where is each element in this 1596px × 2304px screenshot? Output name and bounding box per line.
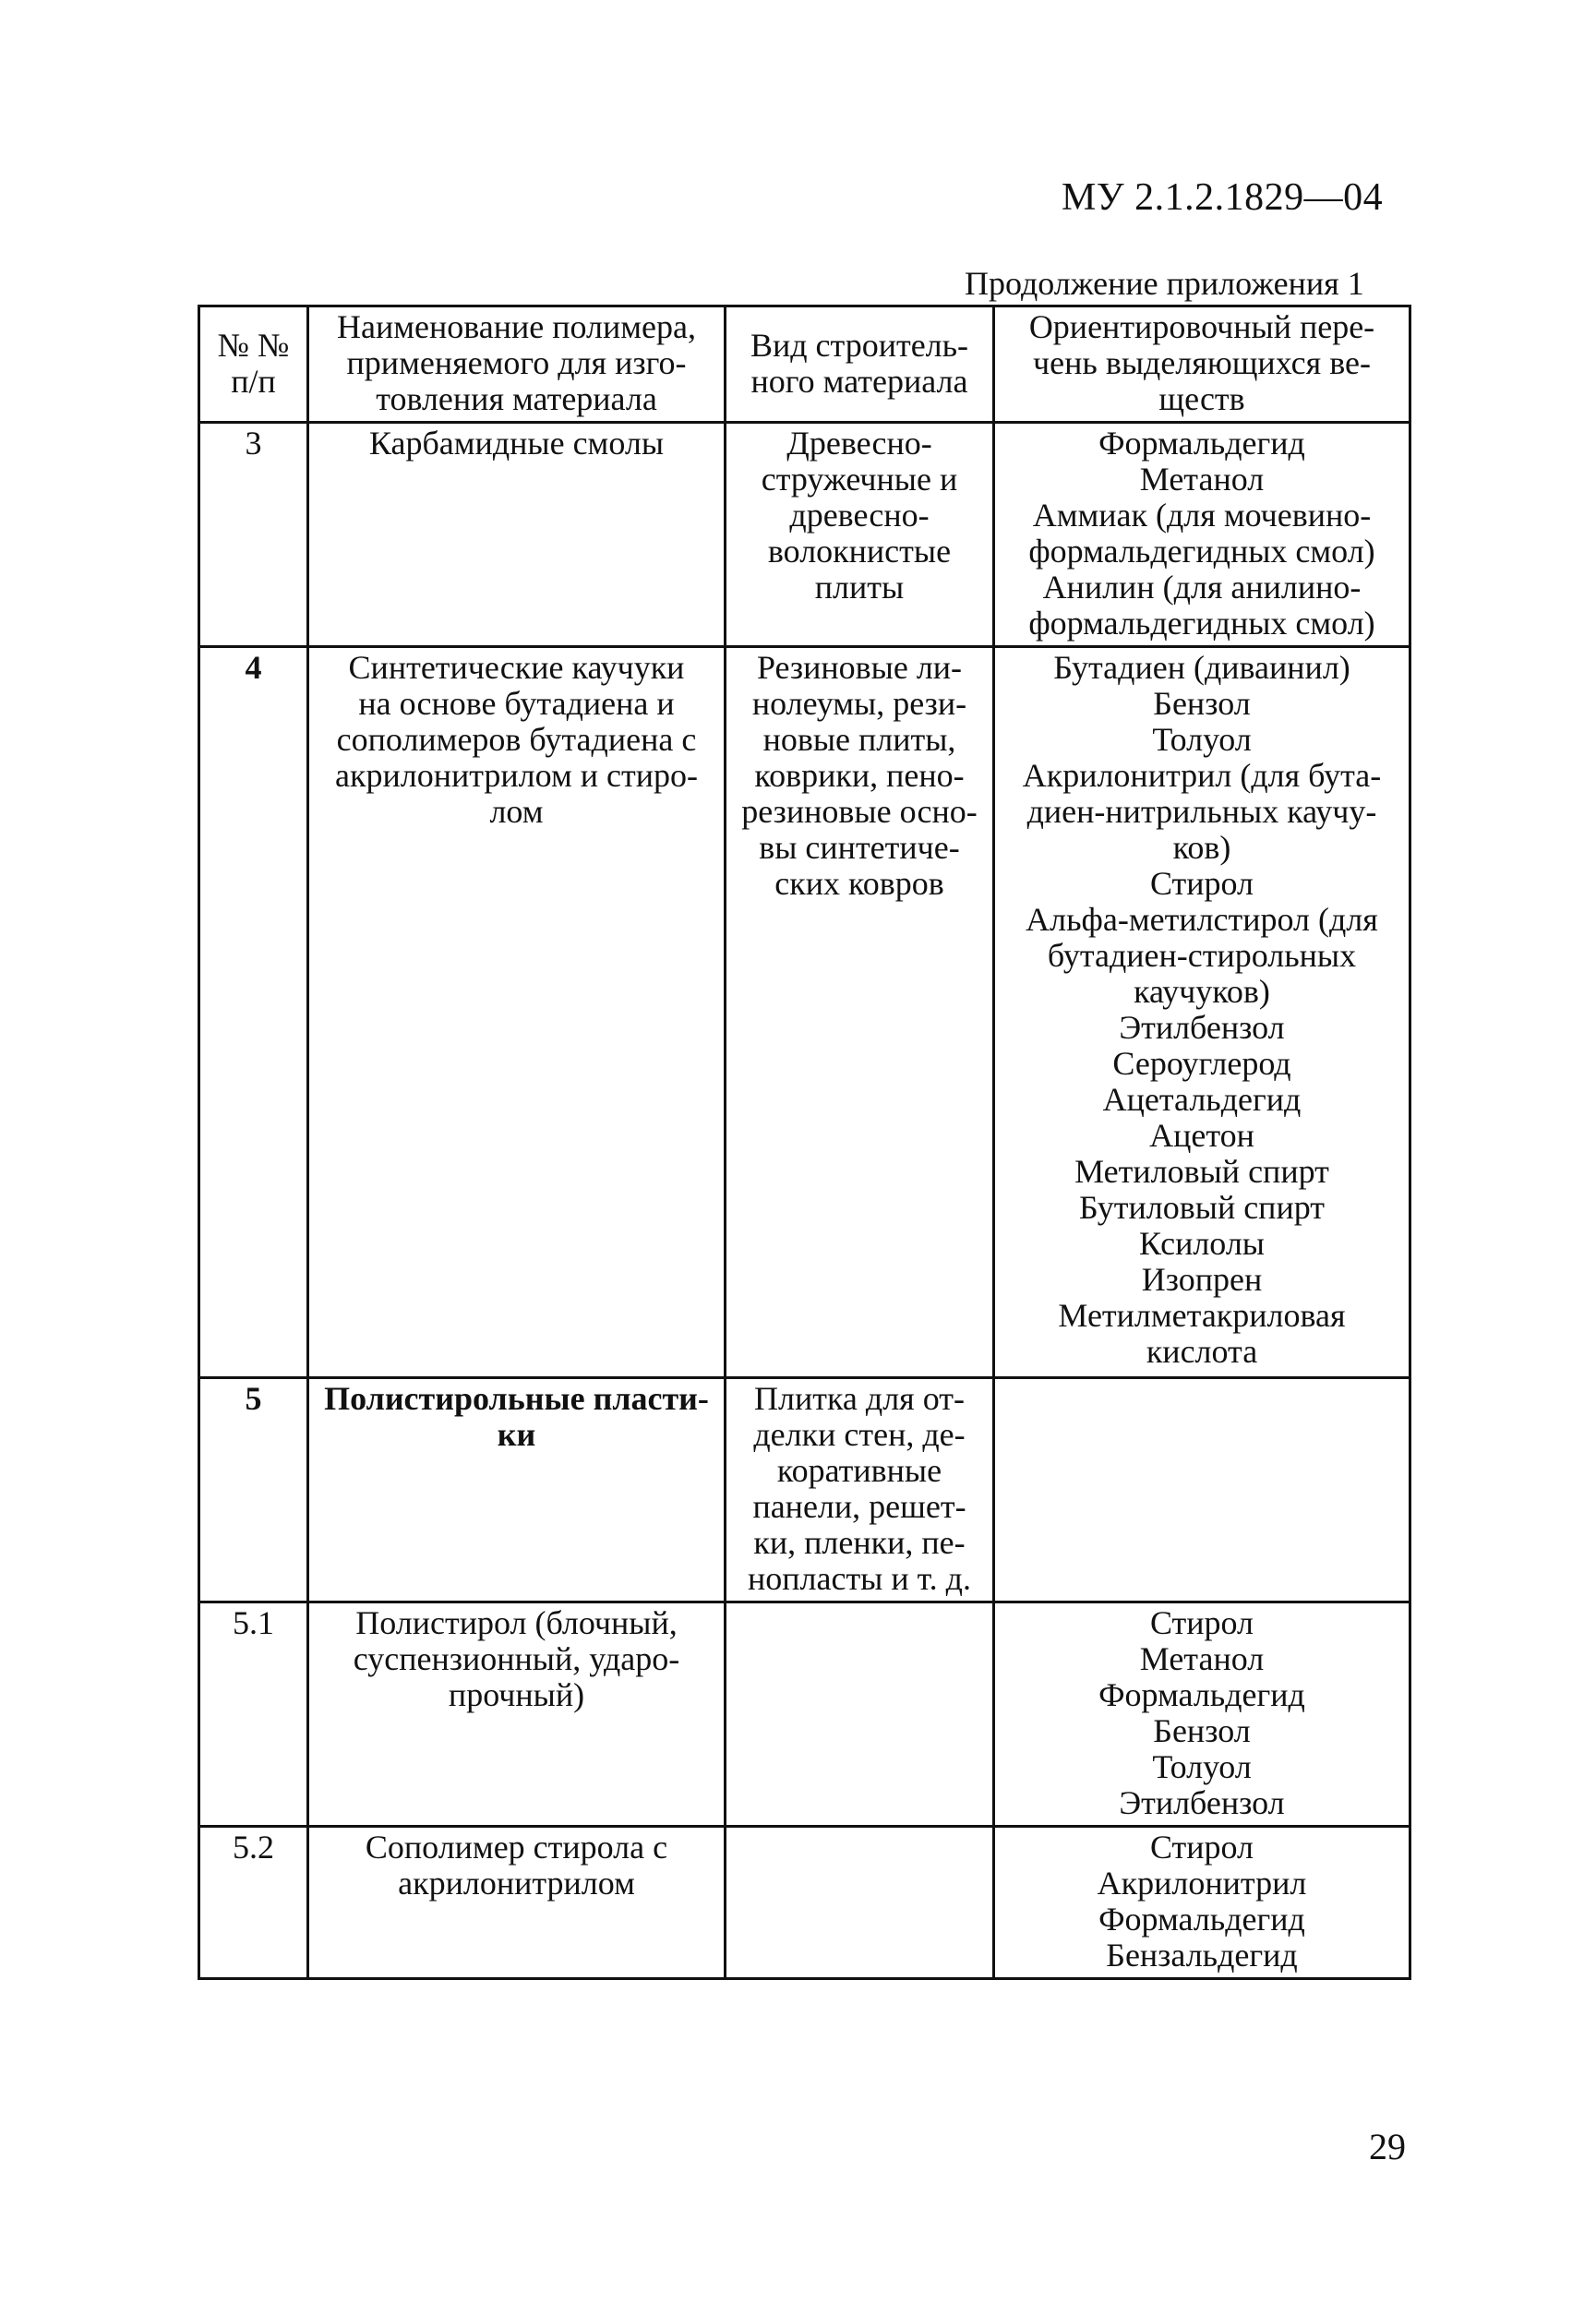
cell-text-line: Резиновые ли-: [756, 649, 963, 686]
cell-text-line: Метанол: [1139, 1640, 1265, 1677]
cell-text-line: Бутадиен (диваинил): [1053, 649, 1350, 686]
polymer-name: [308, 647, 726, 1378]
polymer-name: [308, 1827, 726, 1979]
cell-text-line: Аммиак (для мочевино-: [1032, 497, 1372, 534]
cell-text-line: Бензол: [1153, 1712, 1251, 1749]
table-row: [199, 1378, 1410, 1602]
material-type: [726, 1378, 994, 1602]
cell-text-line: Метиловый спирт: [1074, 1153, 1329, 1190]
cell-text-line: панели, решет-: [752, 1488, 966, 1525]
cell-text-line: Стирол: [1149, 1829, 1254, 1866]
material-type: [726, 1602, 994, 1827]
cell-text-line: коврики, пено-: [754, 757, 965, 794]
cell-text-line: прочный): [448, 1676, 585, 1713]
cell-text-line: формальдегидных смол): [1028, 605, 1375, 642]
cell-text-line: Бензол: [1153, 685, 1251, 722]
cell-text-line: Ксилолы: [1138, 1225, 1265, 1262]
column-header-number: [199, 306, 308, 423]
cell-text-line: Стирол: [1149, 865, 1254, 902]
cell-text-line: вы синтетиче-: [759, 829, 960, 866]
cell-text-line: нолеумы, рези-: [751, 685, 967, 722]
substances-table-container: [198, 305, 1409, 1980]
table-row: [199, 647, 1410, 1378]
cell-text-line: Ориентировочный пере-: [1028, 308, 1375, 345]
polymer-name: [308, 1378, 726, 1602]
row-number: 5.1: [199, 1602, 308, 1827]
cell-text-line: Плитка для от-: [754, 1380, 965, 1417]
cell-text-line: волокнистые: [767, 533, 952, 570]
polymer-name: [308, 1602, 726, 1827]
substances-list: [994, 423, 1410, 647]
cell-text-line: Стирол: [1149, 1604, 1254, 1641]
cell-text-line: Сероуглерод: [1112, 1045, 1291, 1082]
cell-text-line: № №: [217, 326, 290, 364]
cell-text-line: Акрилонитрил (для бута-: [1022, 757, 1382, 794]
table-row: [199, 423, 1410, 647]
cell-text-line: Анилин (для анилино-: [1042, 569, 1362, 606]
row-number: 3: [199, 423, 308, 647]
cell-text-line: на основе бутадиена и: [358, 685, 675, 722]
cell-text-line: Полистирольные пласти-: [324, 1380, 709, 1417]
cell-text-line: акрилонитрилом и стиро-: [335, 757, 698, 794]
cell-text-line: формальдегидных смол): [1028, 533, 1375, 570]
cell-text-line: Ацетальдегид: [1102, 1081, 1302, 1118]
cell-text-line: лом: [489, 793, 544, 830]
cell-text-line: Синтетические каучуки: [348, 649, 685, 686]
cell-text-line: сополимеров бутадиена с: [336, 721, 697, 758]
cell-text-line: Формальдегид: [1098, 425, 1305, 462]
cell-text-line: Толуол: [1152, 1748, 1252, 1785]
substances-table: [198, 305, 1411, 1980]
polymer-name: [308, 423, 726, 647]
cell-text-line: плиты: [814, 569, 905, 606]
row-number: 4: [199, 647, 308, 1378]
cell-text-line: Акрилонитрил: [1097, 1865, 1307, 1902]
cell-text-line: Метилметакриловая: [1058, 1297, 1346, 1334]
continuation-caption: Продолжение приложения 1: [965, 265, 1364, 302]
cell-text-line: Альфа-метилстирол (для: [1026, 901, 1378, 938]
cell-text-line: Формальдегид: [1098, 1901, 1305, 1938]
column-header-substances: [994, 306, 1410, 423]
cell-text-line: коративные: [776, 1452, 942, 1489]
cell-text-line: каучуков): [1134, 973, 1270, 1010]
table-body: [199, 423, 1410, 1979]
cell-text-line: бутадиен-стирольных: [1047, 937, 1357, 974]
cell-text-line: стружечные и: [761, 461, 958, 498]
material-type: [726, 423, 994, 647]
cell-text-line: чень выделяющихся ве-: [1033, 344, 1371, 381]
cell-text-line: ки: [497, 1416, 536, 1453]
table-header: [199, 306, 1410, 423]
cell-text-line: п/п: [231, 362, 276, 400]
column-header-material: [726, 306, 994, 423]
substances-list: [994, 1378, 1410, 1602]
cell-text-line: товления материала: [376, 380, 657, 417]
column-header-polymer: [308, 306, 726, 423]
cell-text-line: Этилбензол: [1119, 1009, 1285, 1046]
cell-text-line: ков): [1172, 829, 1231, 866]
cell-text-line: делки стен, де-: [753, 1416, 966, 1453]
cell-text-line: кислота: [1146, 1333, 1258, 1370]
cell-text-line: Этилбензол: [1119, 1784, 1285, 1821]
cell-text-line: Ацетон: [1149, 1117, 1254, 1154]
cell-text-line: ских ковров: [774, 865, 944, 902]
cell-text-line: Наименование полимера,: [336, 308, 697, 345]
substances-list: [994, 1827, 1410, 1979]
cell-text-line: ществ: [1158, 380, 1245, 417]
cell-text-line: новые плиты,: [762, 721, 956, 758]
header-row: [199, 306, 1410, 423]
cell-text-line: ки, пленки, пе-: [753, 1524, 966, 1561]
table-row: [199, 1827, 1410, 1979]
cell-text-line: Вид строитель-: [750, 326, 969, 364]
cell-text-line: Метанол: [1139, 461, 1265, 498]
material-type: [726, 647, 994, 1378]
page-number: 29: [1369, 2126, 1406, 2167]
cell-text-line: суспензионный, ударо-: [353, 1640, 680, 1677]
document-code: МУ 2.1.2.1829—04: [1062, 176, 1384, 219]
table-row: [199, 1602, 1410, 1827]
material-type: [726, 1827, 994, 1979]
cell-text-line: Формальдегид: [1098, 1676, 1305, 1713]
row-number: 5: [199, 1378, 308, 1602]
cell-text-line: диен-нитрильных каучу-: [1026, 793, 1377, 830]
cell-text-line: Бутиловый спирт: [1079, 1189, 1325, 1226]
cell-text-line: Сополимер стирола с: [365, 1829, 668, 1866]
row-number: 5.2: [199, 1827, 308, 1979]
substances-list: [994, 647, 1410, 1378]
cell-text-line: Карбамидные смолы: [368, 425, 665, 462]
cell-text-line: Полистирол (блочный,: [355, 1604, 678, 1641]
cell-text-line: нопласты и т. д.: [748, 1560, 971, 1597]
cell-text-line: применяемого для изго-: [346, 344, 687, 381]
cell-text-line: Толуол: [1152, 721, 1252, 758]
cell-text-line: Древесно-: [786, 425, 932, 462]
cell-text-line: Бензальдегид: [1106, 1937, 1298, 1974]
substances-list: [994, 1602, 1410, 1827]
cell-text-line: древесно-: [789, 497, 930, 534]
cell-text-line: акрилонитрилом: [398, 1865, 635, 1902]
cell-text-line: резиновые осно-: [741, 793, 978, 830]
cell-text-line: ного материала: [750, 362, 968, 400]
cell-text-line: Изопрен: [1141, 1261, 1263, 1298]
